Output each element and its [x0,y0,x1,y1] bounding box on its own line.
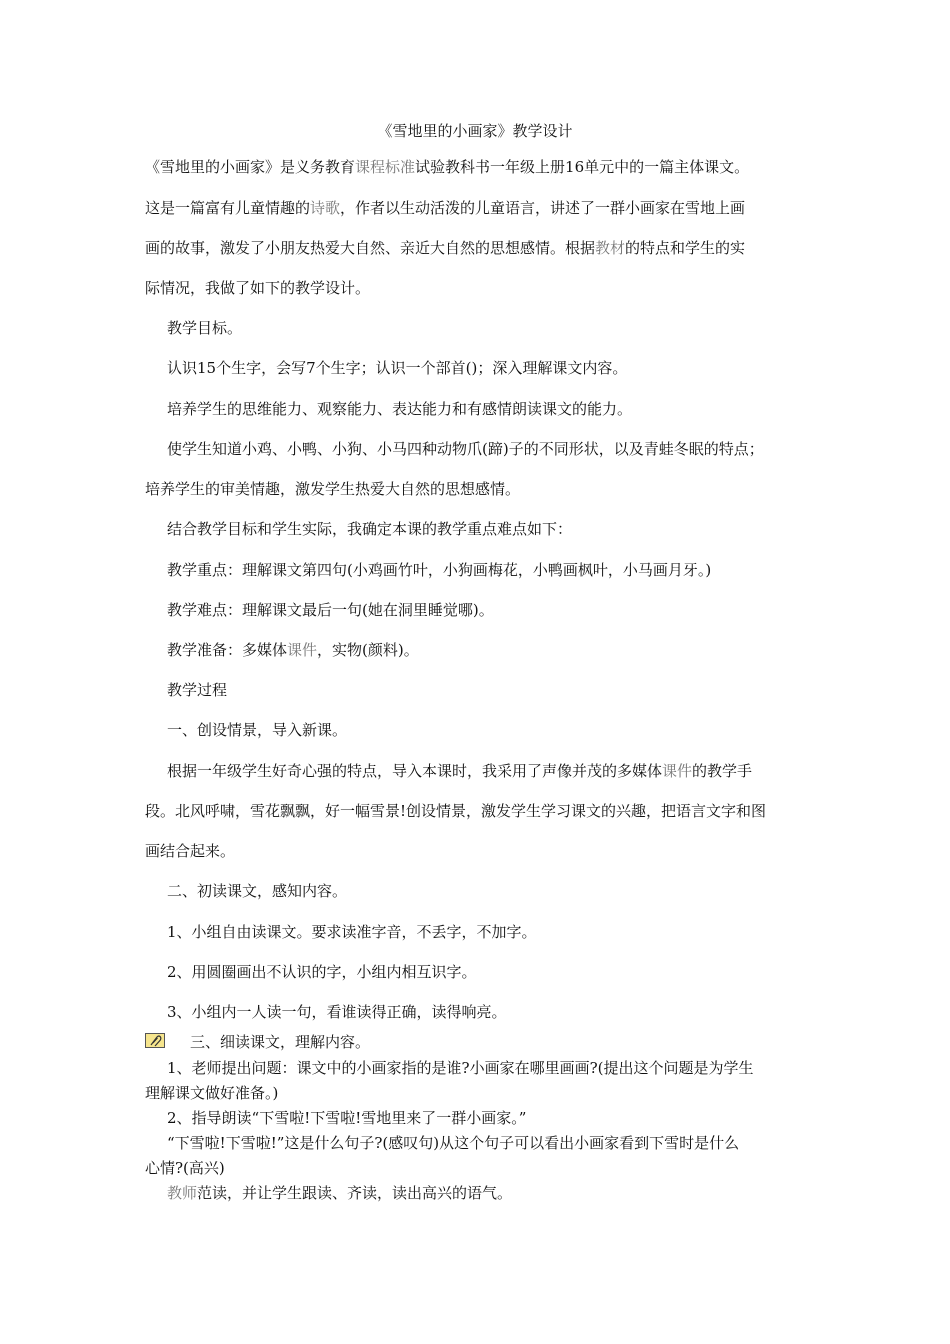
step3-line-6 [167,1183,832,1203]
paperclip-note-icon[interactable] [145,1033,165,1048]
goal-1: 认识15个生字，会写7个生字；认识一个部首()；深入理解课文内容。 [167,359,628,377]
step3-line-1: 1、老师提出问题：课文中的小画家指的是谁?小画家在哪里画画?(提出这个问题是为学生 [167,1059,754,1077]
intro-line-1 [145,157,810,177]
step2-item-1: 1、小组自由读课文。要求读准字音，不丢字，不加字。 [167,923,537,941]
step2-heading: 二、初读课文，感知内容。 [167,882,348,900]
text: 范读，并让学生跟读、齐读，读出高兴的语气。 [197,1184,513,1202]
page-title: 《雪地里的小画家》教学设计 [377,122,573,140]
step3-line-5: 心情?(高兴) [145,1159,225,1177]
step3-line-2: 理解课文做好准备。) [145,1084,279,1102]
intro-line-3 [145,238,810,258]
text: 这是一篇富有儿童情趣的 [145,199,311,217]
text: 《雪地里的小画家》是义务教育 [145,158,356,176]
link-curriculum[interactable]: 课程标准 [355,158,416,176]
text: ，实物(颜料)。 [317,641,419,659]
step1-line-1 [167,761,832,781]
goal-2: 培养学生的思维能力、观察能力、表达能力和有感情朗读课文的能力。 [167,400,633,418]
step2-item-2: 2、用圆圈画出不认识的字，小组内相互识字。 [167,963,477,981]
text: 教学准备：多媒体 [167,641,288,659]
link-courseware[interactable]: 课件 [287,641,318,659]
text: 画的故事，激发了小朋友热爱大自然、亲近大自然的思想感情。根据 [145,239,596,257]
step2-item-3: 3、小组内一人读一句，看谁读得正确，读得响亮。 [167,1003,507,1021]
link-textbook[interactable]: 教材 [595,239,626,257]
step1-line-2: 段。北风呼啸，雪花飘飘，好一幅雪景!创设情景，激发学生学习课文的兴趣，把语言文字和图 [145,802,767,820]
link-teacher[interactable]: 教师 [167,1184,198,1202]
step3-line-3: 2、指导朗读“下雪啦!下雪啦!雪地里来了一群小画家。” [167,1109,527,1127]
teaching-prep [167,640,832,660]
step3-line-4: “下雪啦!下雪啦!”这是什么句子?(感叹句)从这个句子可以看出小画家看到下雪时是什么 [167,1134,740,1152]
step3-heading: 三、细读课文，理解内容。 [190,1033,371,1051]
goal-3a: 使学生知道小鸡、小鸭、小狗、小马四种动物爪(蹄)子的不同形状，以及青蛙冬眠的特点； [167,440,764,458]
intro-line-4: 际情况，我做了如下的教学设计。 [145,279,371,297]
intro-line-2 [145,198,810,218]
teaching-focus: 教学重点：理解课文第四句(小鸡画竹叶，小狗画梅花，小鸭画枫叶，小马画月牙。) [167,561,712,579]
teaching-difficulty: 教学难点：理解课文最后一句(她在洞里睡觉哪)。 [167,601,494,619]
link-courseware-2[interactable]: 课件 [662,762,693,780]
text: 试验教科书一年级上册16单元中的一篇主体课文。 [415,158,750,176]
focus-intro: 结合教学目标和学生实际，我确定本课的教学重点难点如下： [167,520,573,538]
text: 的特点和学生的实 [625,239,746,257]
goal-3b: 培养学生的审美情趣，激发学生热爱大自然的思想感情。 [145,480,521,498]
text: 的教学手 [692,762,753,780]
goals-heading: 教学目标。 [167,319,243,337]
process-heading: 教学过程 [167,681,228,699]
step1-line-3: 画结合起来。 [145,842,236,860]
text: 根据一年级学生好奇心强的特点，导入本课时，我采用了声像并茂的多媒体 [167,762,663,780]
link-poem[interactable]: 诗歌 [310,199,341,217]
step1-heading: 一、创设情景，导入新课。 [167,721,348,739]
text: ，作者以生动活泼的儿童语言，讲述了一群小画家在雪地上画 [340,199,746,217]
